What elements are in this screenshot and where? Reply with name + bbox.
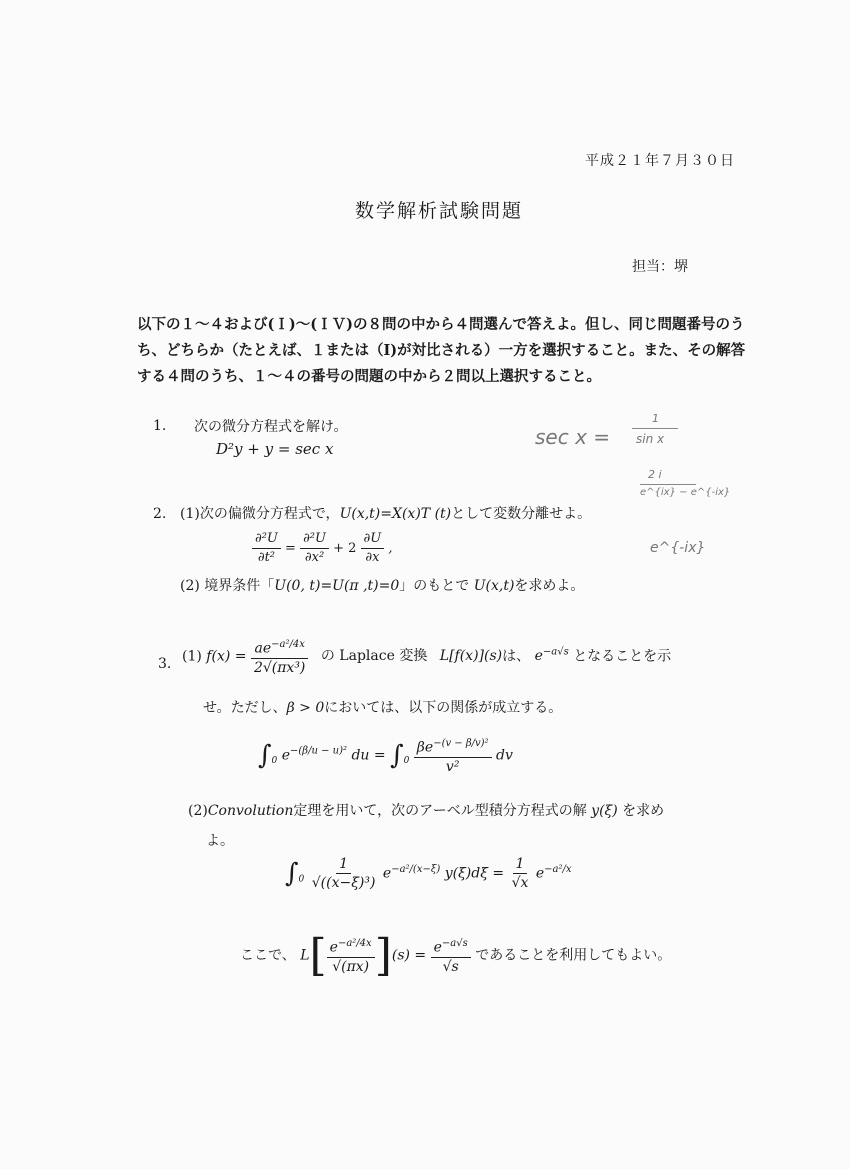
q3-note: ここで、 L[ $\frac{e^{-a^2/4x}}{√(\pi x)}$ ](s) = $\frac{e^{-a√s}}{√s}$ であることを利用してもよい。 bbox=[240, 930, 672, 981]
q3-integral-relation: $\int_0$ $e^{-(\beta/u - u)^2}$ du = $\int_0$ $\frac{\beta e^{-(v - \beta/v)^2}}{\text{v²}}$ dv bbox=[258, 735, 513, 776]
q2-u2: U(x,t) bbox=[473, 578, 515, 594]
note-fraction-bar bbox=[632, 428, 678, 429]
q1-number: 1. bbox=[153, 418, 167, 434]
q2-u: U(x,t) bbox=[339, 506, 381, 522]
q3-note-prefix: ここで、 bbox=[240, 947, 296, 964]
q3-part1: (1) f(x) = $\frac{ae^{-a^2/4x}}{\text{2√(πx³)}}$ の Laplace 変換 L[f(x)](s)は、 $e^{-a√s}$ となることを示 bbox=[182, 636, 671, 677]
q3-p2-line2: よ。 bbox=[206, 833, 234, 849]
q3-p2-text: 定理を用いて，次のアーベル型積分方程式の解 bbox=[293, 803, 587, 819]
q2-boundary: U(0, t)=U(π ,t)=0 bbox=[274, 578, 400, 594]
note-exp: e^{ix} − e^{-ix} bbox=[640, 487, 731, 498]
instructor-label: 担当：堺 bbox=[632, 259, 688, 275]
exam-title: 数学解析試験問題 bbox=[355, 200, 524, 222]
note-fraction-bar-2 bbox=[640, 484, 696, 485]
q2-number: 2. bbox=[153, 506, 167, 522]
q3-y: y(ξ) bbox=[591, 803, 618, 819]
q3-p1-end: となることを示 bbox=[573, 648, 672, 665]
q3-beta: β > 0 bbox=[286, 700, 325, 716]
note-sinx: sin x bbox=[636, 432, 665, 446]
q1-text: 次の微分方程式を解け。 bbox=[194, 419, 348, 435]
instructions: 以下の１～４および(Ｉ)～(ＩＶ)の８問の中から４問選んで答えよ。但し、同じ問題番号のうち、どちらか（たとえば、１または（I)が対比される）一方を選択すること。また、その解答する４問のうち、１～４の番号の問題の中から２問以上選択すること。 bbox=[137, 316, 746, 385]
q2-pde: $\frac{\text{∂²U}}{\text{∂t²}}$ = $\frac{\text{∂²U}}{\text{∂x²}}$ + 2 $\frac{\partial U}{\partial x}$ , bbox=[252, 530, 393, 567]
note-2i: 2 i bbox=[648, 468, 662, 481]
q2-part1 bbox=[180, 503, 591, 523]
note-secx: sec x = bbox=[535, 425, 611, 449]
q3-line2-end: においては、以下の関係が成立する。 bbox=[324, 700, 563, 716]
q3-part2 bbox=[188, 800, 664, 820]
q3-p2-label: (2) bbox=[188, 803, 208, 819]
q2-part1-mid: として変数分離せよ。 bbox=[451, 506, 592, 522]
note-exp2: e^{-ix} bbox=[650, 540, 706, 556]
q2-part2-suffix: 」のもとで bbox=[399, 578, 470, 594]
q1-equation: D²y + y = sec x bbox=[216, 440, 334, 458]
q3-p2-end: を求め bbox=[622, 803, 665, 819]
note-one: 1 bbox=[652, 412, 659, 425]
q2-part1-prefix: (1)次の偏微分方程式で， bbox=[180, 506, 340, 522]
q3-note-end: であることを利用してもよい。 bbox=[475, 947, 672, 964]
q3-line2 bbox=[203, 697, 562, 717]
q3-wa: は、 bbox=[502, 648, 531, 665]
q2-part2-prefix: (2) 境界条件「 bbox=[180, 578, 275, 594]
q3-line2-start: せ。ただし、 bbox=[203, 700, 287, 716]
q2-eq-sign: = bbox=[380, 506, 392, 522]
exam-date: 平成２１年７月３０日 bbox=[585, 153, 735, 169]
q2-part2-end: を求めよ。 bbox=[514, 578, 585, 594]
q3-laplace: の Laplace 変換 bbox=[320, 648, 428, 665]
q3-conv: Convolution bbox=[207, 803, 294, 819]
q2-xt: X(x)T (t) bbox=[392, 506, 452, 522]
q3-abel-equation: $\int_0$ $\frac{1}{\text{√((x−ξ)³)}}$ $e^{-a^2/(x-\xi)}$ y(ξ)dξ = $\frac{1}{√x}$ $e^{-a^2/x}$ bbox=[285, 856, 572, 891]
q3-p1-label: (1) bbox=[182, 648, 202, 665]
q3-number: 3. bbox=[158, 656, 172, 672]
q2-part2 bbox=[180, 575, 584, 595]
